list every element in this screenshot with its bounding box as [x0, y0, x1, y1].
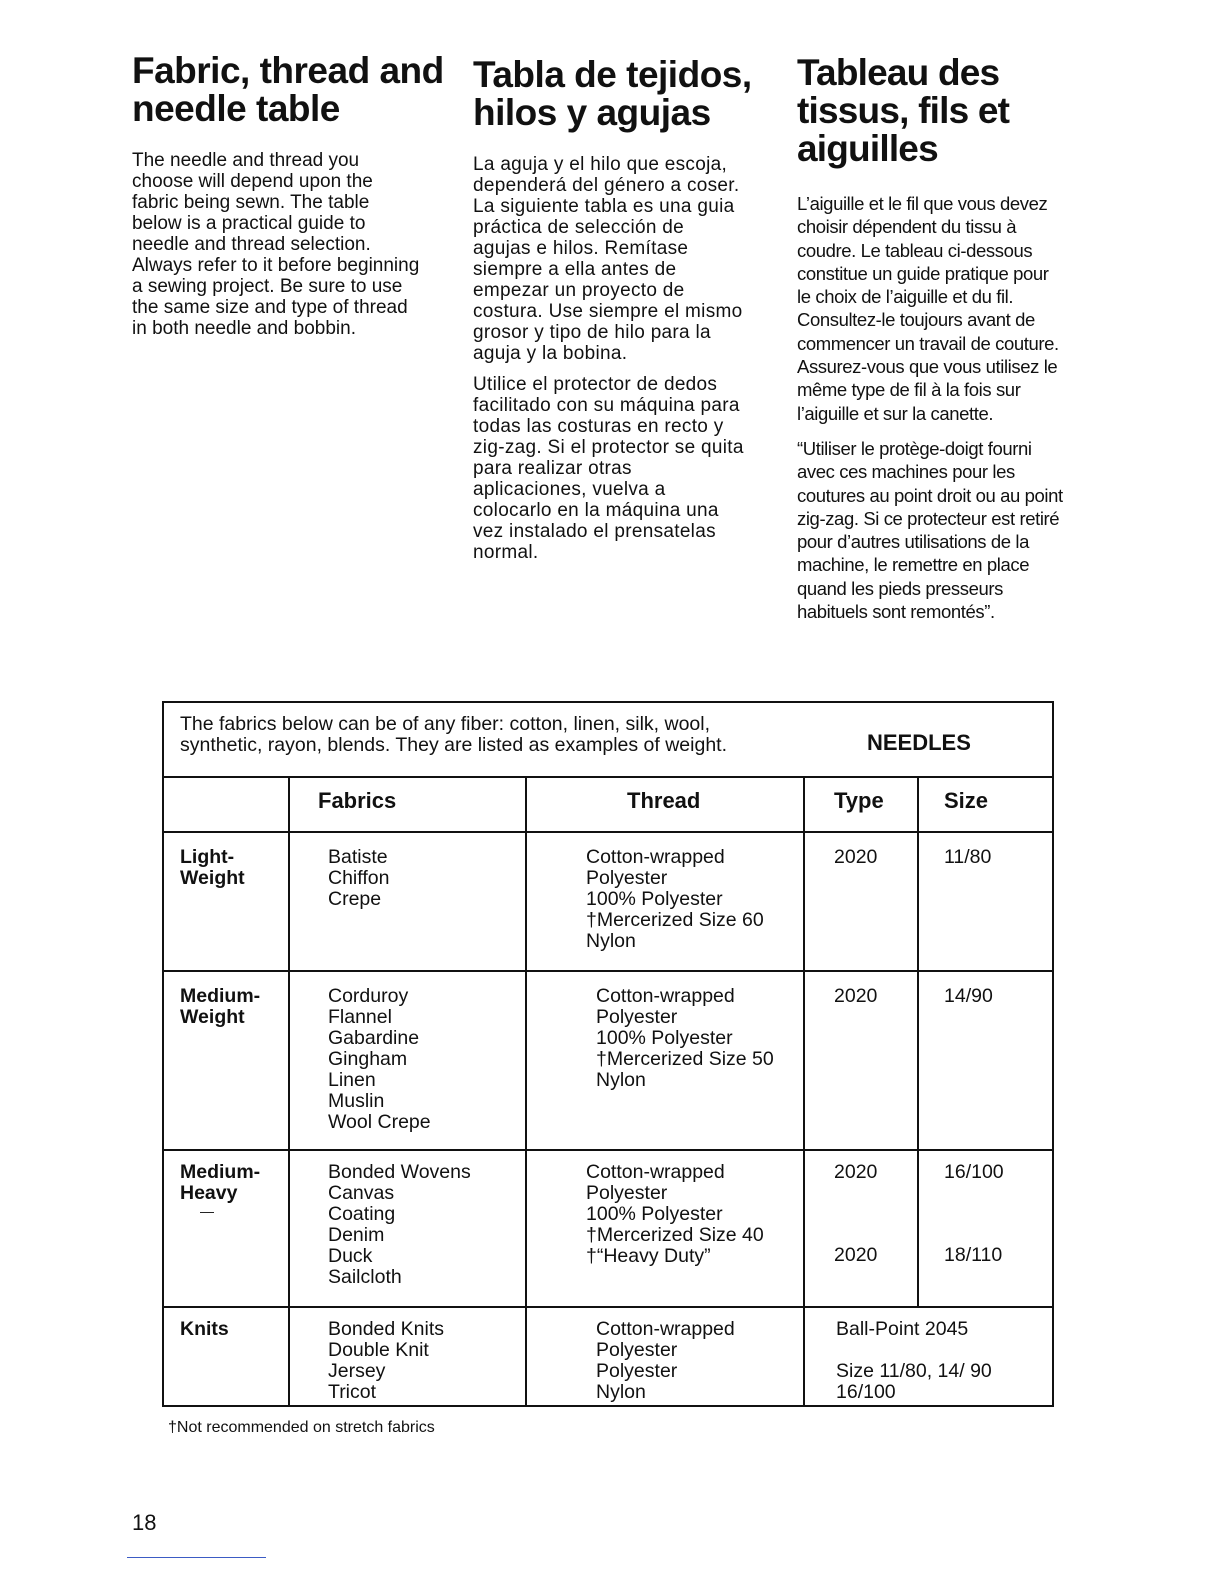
row-needle-sizes: Size 11/80, 14/ 90 16/100	[836, 1360, 992, 1403]
fabric-thread-needle-table	[162, 701, 1054, 1407]
row-fabrics: Bonded Wovens Canvas Coating Denim Duck Sailcloth	[328, 1161, 471, 1288]
header-thread: Thread	[627, 788, 701, 813]
row-needle-type: Ball-Point 2045	[836, 1318, 969, 1340]
header-type: Type	[834, 788, 884, 813]
row-needle-size: 16/100	[944, 1161, 1004, 1183]
header-fabrics: Fabrics	[318, 788, 397, 813]
spanish-paragraph-2: Utilice el protector de dedos facilitado con su máquina para todas las costuras en recto y zig-zag. Si el protector se quita para realizar otras aplicaciones, vuelva a colocarlo en la máquina una vez instalado el prensatelas normal.	[473, 374, 744, 563]
header-size: Size	[944, 788, 989, 813]
table-divider	[525, 776, 527, 1405]
row-needle-type: 2020	[834, 846, 878, 868]
french-paragraph-1: L’aiguille et le fil que vous devez choisir dépendent du tissu à coudre. Le tableau ci-dessous constitue un guide pratique pour le choix de l’aiguille et du fil. Consultez-le toujours avant de commencer un travail de couture. Assurez-vous que vous utilisez le même type de fil à la fois sur l’aiguille et sur la canette.	[797, 193, 1059, 424]
row-needle-type-2: 2020	[834, 1244, 878, 1266]
table-intro: The fabrics below can be of any fiber: cotton, linen, silk, wool, synthetic, rayon, blends. They are listed as examples of weight.	[180, 713, 728, 756]
bottom-rule	[127, 1557, 266, 1558]
row-category-knits: Knits	[180, 1318, 229, 1340]
table-divider	[803, 776, 805, 1405]
needles-header: NEEDLES	[867, 730, 971, 755]
row-fabrics: Corduroy Flannel Gabardine Gingham Linen Muslin Wool Crepe	[328, 985, 431, 1133]
spanish-paragraph-1: La aguja y el hilo que escoja, dependerá del género a coser. La siguiente tabla es una guia práctica de selección de agujas e hilos. Remítase siempre a ella antes de empezar un proyecto de costura. Use siempre el mismo grosor y tipo de hilo para la aguja y la bobina.	[473, 154, 743, 364]
table-divider	[917, 776, 919, 1308]
french-title: Tableau des tissus, fils et aiguilles	[797, 52, 1010, 169]
row-needle-size: 11/80	[944, 846, 992, 868]
row-needle-type: 2020	[834, 1161, 878, 1183]
french-paragraph-2: “Utiliser le protège-doigt fourni avec ces machines pour les coutures au point droit ou au point zig-zag. Si ce protecteur est retiré pour d’autres utilisations de la machine, le remettre en place quand les pieds presseurs habituels sont remontés”.	[797, 437, 1063, 623]
english-title: Fabric, thread and needle table	[132, 50, 444, 129]
spanish-column	[473, 52, 778, 563]
row-needle-size: 14/90	[944, 985, 993, 1007]
row-needle-type: 2020	[834, 985, 878, 1007]
row-needle-size-2: 18/110	[944, 1244, 1003, 1266]
row-category-medium-weight: Medium- Weight	[180, 985, 261, 1028]
row-fabrics: Bonded Knits Double Knit Jersey Tricot	[328, 1318, 445, 1403]
table-divider	[288, 776, 290, 1405]
footnote: †Not recommended on stretch fabrics	[168, 1419, 435, 1436]
row-thread: Cotton-wrapped Polyester 100% Polyester †Mercerized Size 60 Nylon	[586, 846, 764, 952]
row-category-light-weight: Light- Weight	[180, 846, 245, 889]
french-column	[797, 52, 1117, 623]
row-thread: Cotton-wrapped Polyester 100% Polyester †Mercerized Size 50 Nylon	[596, 985, 774, 1091]
row-thread: Cotton-wrapped Polyester Polyester Nylon	[596, 1318, 735, 1403]
row-fabrics: Batiste Chiffon Crepe	[328, 846, 390, 910]
english-column	[132, 52, 452, 339]
row-thread: Cotton-wrapped Polyester 100% Polyester †Mercerized Size 40 †“Heavy Duty”	[586, 1161, 764, 1267]
spanish-title: Tabla de tejidos, hilos y agujas	[473, 54, 752, 133]
row-category-medium-heavy: Medium- Heavy	[180, 1161, 261, 1204]
row-category-mark: —	[200, 1203, 214, 1219]
english-paragraph: The needle and thread you choose will depend upon the fabric being sewn. The table below is a practical guide to needle and thread selection. Always refer to it before beginning a sewing project. Be sure to use the same size and type of thread in both needle and bobbin.	[132, 150, 420, 339]
page-number: 18	[132, 1510, 157, 1535]
